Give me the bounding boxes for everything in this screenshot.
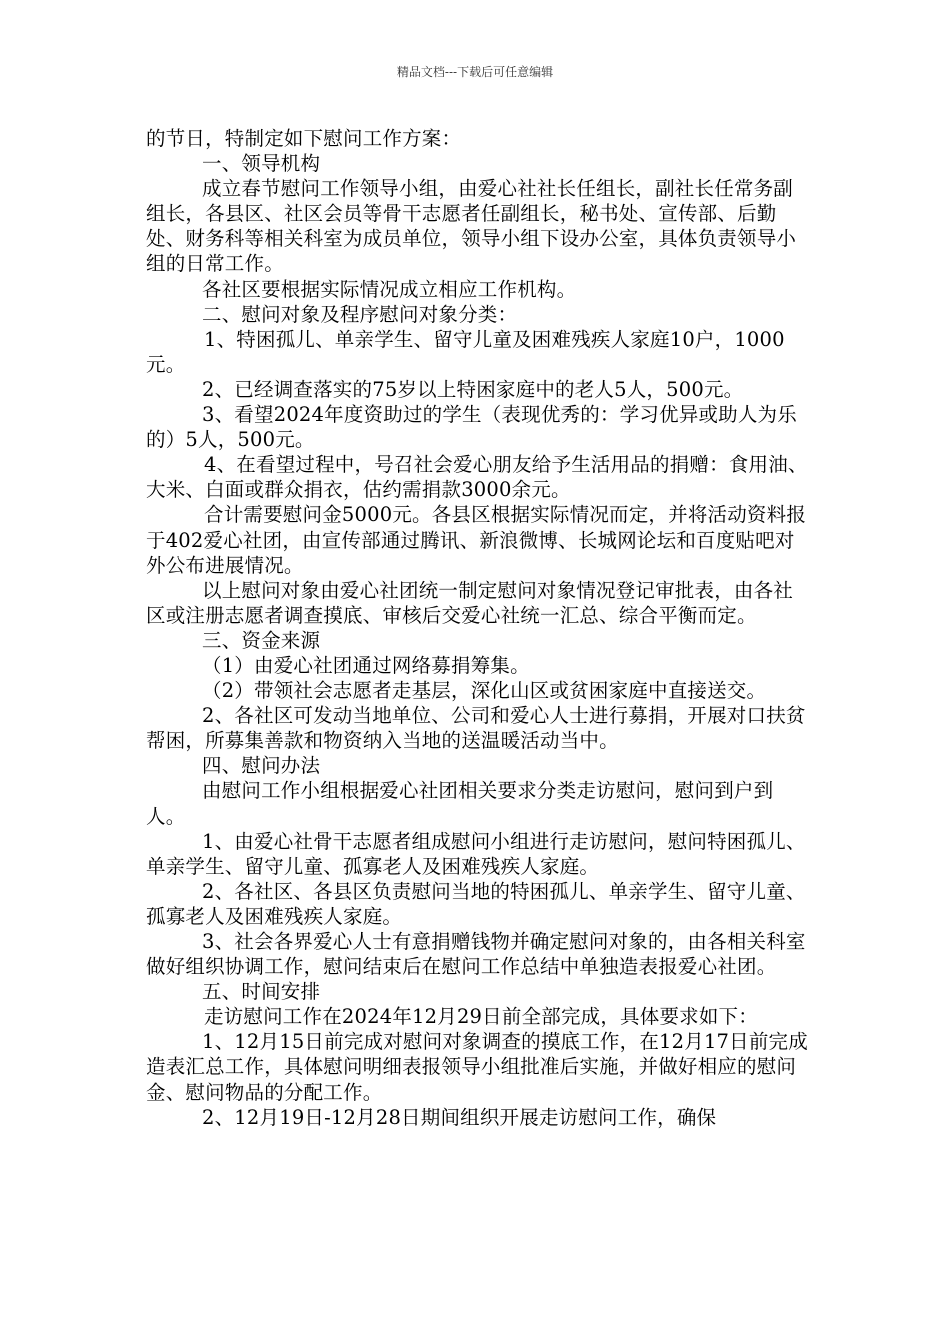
list-item-target-2: 2、已经调查落实的75岁以上特困家庭中的老人5人，500元。 bbox=[202, 377, 744, 401]
paragraph-methods-intro: 由慰问工作小组根据爱心社团相关要求分类走访慰问，慰问到户到人。 bbox=[146, 779, 774, 828]
paragraph-intro: 的节日，特制定如下慰问工作方案： bbox=[146, 127, 462, 150]
section-heading-targets: 二、慰问对象及程序慰问对象分类： bbox=[202, 302, 518, 326]
list-item-method-1: 1、由爱心社骨干志愿者组成慰问小组进行走访慰问，慰问特困孤儿、单亲学生、留守儿童、孤寡老人及困难残疾人家庭。 bbox=[146, 829, 806, 878]
list-item-method-2: 2、各社区、各县区负责慰问当地的特困孤儿、单亲学生、留守儿童、孤寡老人及困难残疾人家庭。 bbox=[146, 879, 806, 928]
section-heading-methods: 四、慰问办法 bbox=[202, 754, 321, 778]
list-item-target-3: 3、看望2024年度资助过的学生（表现优秀的：学习优异或助人为乐的）5人，500元。 bbox=[146, 403, 797, 452]
paragraph-community-bodies: 各社区要根据实际情况成立相应工作机构。 bbox=[202, 277, 577, 301]
list-item-schedule-2: 2、12月19日-12月28日期间组织开展走访慰问工作，确保 bbox=[202, 1105, 717, 1129]
section-heading-funding: 三、资金来源 bbox=[202, 628, 321, 652]
paragraph-approval: 以上慰问对象由爱心社团统一制定慰问对象情况登记审批表，由各社区或注册志愿者调查摸底、审核后交爱心社统一汇总、综合平衡而定。 bbox=[146, 578, 794, 627]
list-item-target-4: 4、在看望过程中，号召社会爱心朋友给予生活用品的捐赠：食用油、大米、白面或群众捐衣，估约需捐款3000余元。 bbox=[146, 453, 808, 502]
paragraph-schedule-intro: 走访慰问工作在2024年12月29日前全部完成，具体要求如下： bbox=[204, 1005, 758, 1029]
list-item-method-3: 3、社会各界爱心人士有意捐赠钱物并确定慰问对象的，由各相关科室做好组织协调工作，慰问结束后在慰问工作总结中单独造表报爱心社团。 bbox=[146, 930, 806, 979]
section-heading-schedule: 五、时间安排 bbox=[202, 980, 321, 1004]
section-heading-leadership: 一、领导机构 bbox=[202, 152, 321, 176]
list-item-schedule-1: 1、12月15日前完成对慰问对象调查的摸底工作，在12月17日前完成造表汇总工作，具体慰问明细表报领导小组批准后实施，并做好相应的慰问金、慰问物品的分配工作。 bbox=[146, 1030, 808, 1104]
list-item-funding-3: 2、各社区可发动当地单位、公司和爱心人士进行募捐，开展对口扶贫帮困，所募集善款和物资纳入当地的送温暖活动当中。 bbox=[146, 704, 806, 753]
document-body bbox=[146, 126, 810, 1130]
list-item-funding-1: （1）由爱心社团通过网络募捐筹集。 bbox=[202, 653, 530, 677]
paragraph-leadership-group: 成立春节慰问工作领导小组，由爱心社社长任组长，副社长任常务副组长，各县区、社区会员等骨干志愿者任副组长，秘书处、宣传部、后勤处、财务科等相关科室为成员单位，领导小组下设办公室，具体负责领导小组的日常工作。 bbox=[146, 177, 797, 276]
list-item-target-1: 1、特困孤儿、单亲学生、留守儿童及困难残疾人家庭10户，1000元。 bbox=[146, 327, 785, 376]
page-header: 精品文档---下载后可任意编辑 bbox=[396, 65, 554, 79]
list-item-funding-2: （2）带领社会志愿者走基层，深化山区或贫困家庭中直接送交。 bbox=[202, 679, 767, 703]
paragraph-total-funds: 合计需要慰问金5000元。各县区根据实际情况而定，并将活动资料报于402爱心社团，由宣传部通过腾讯、新浪微博、长城网论坛和百度贴吧对外公布进展情况。 bbox=[146, 503, 807, 577]
